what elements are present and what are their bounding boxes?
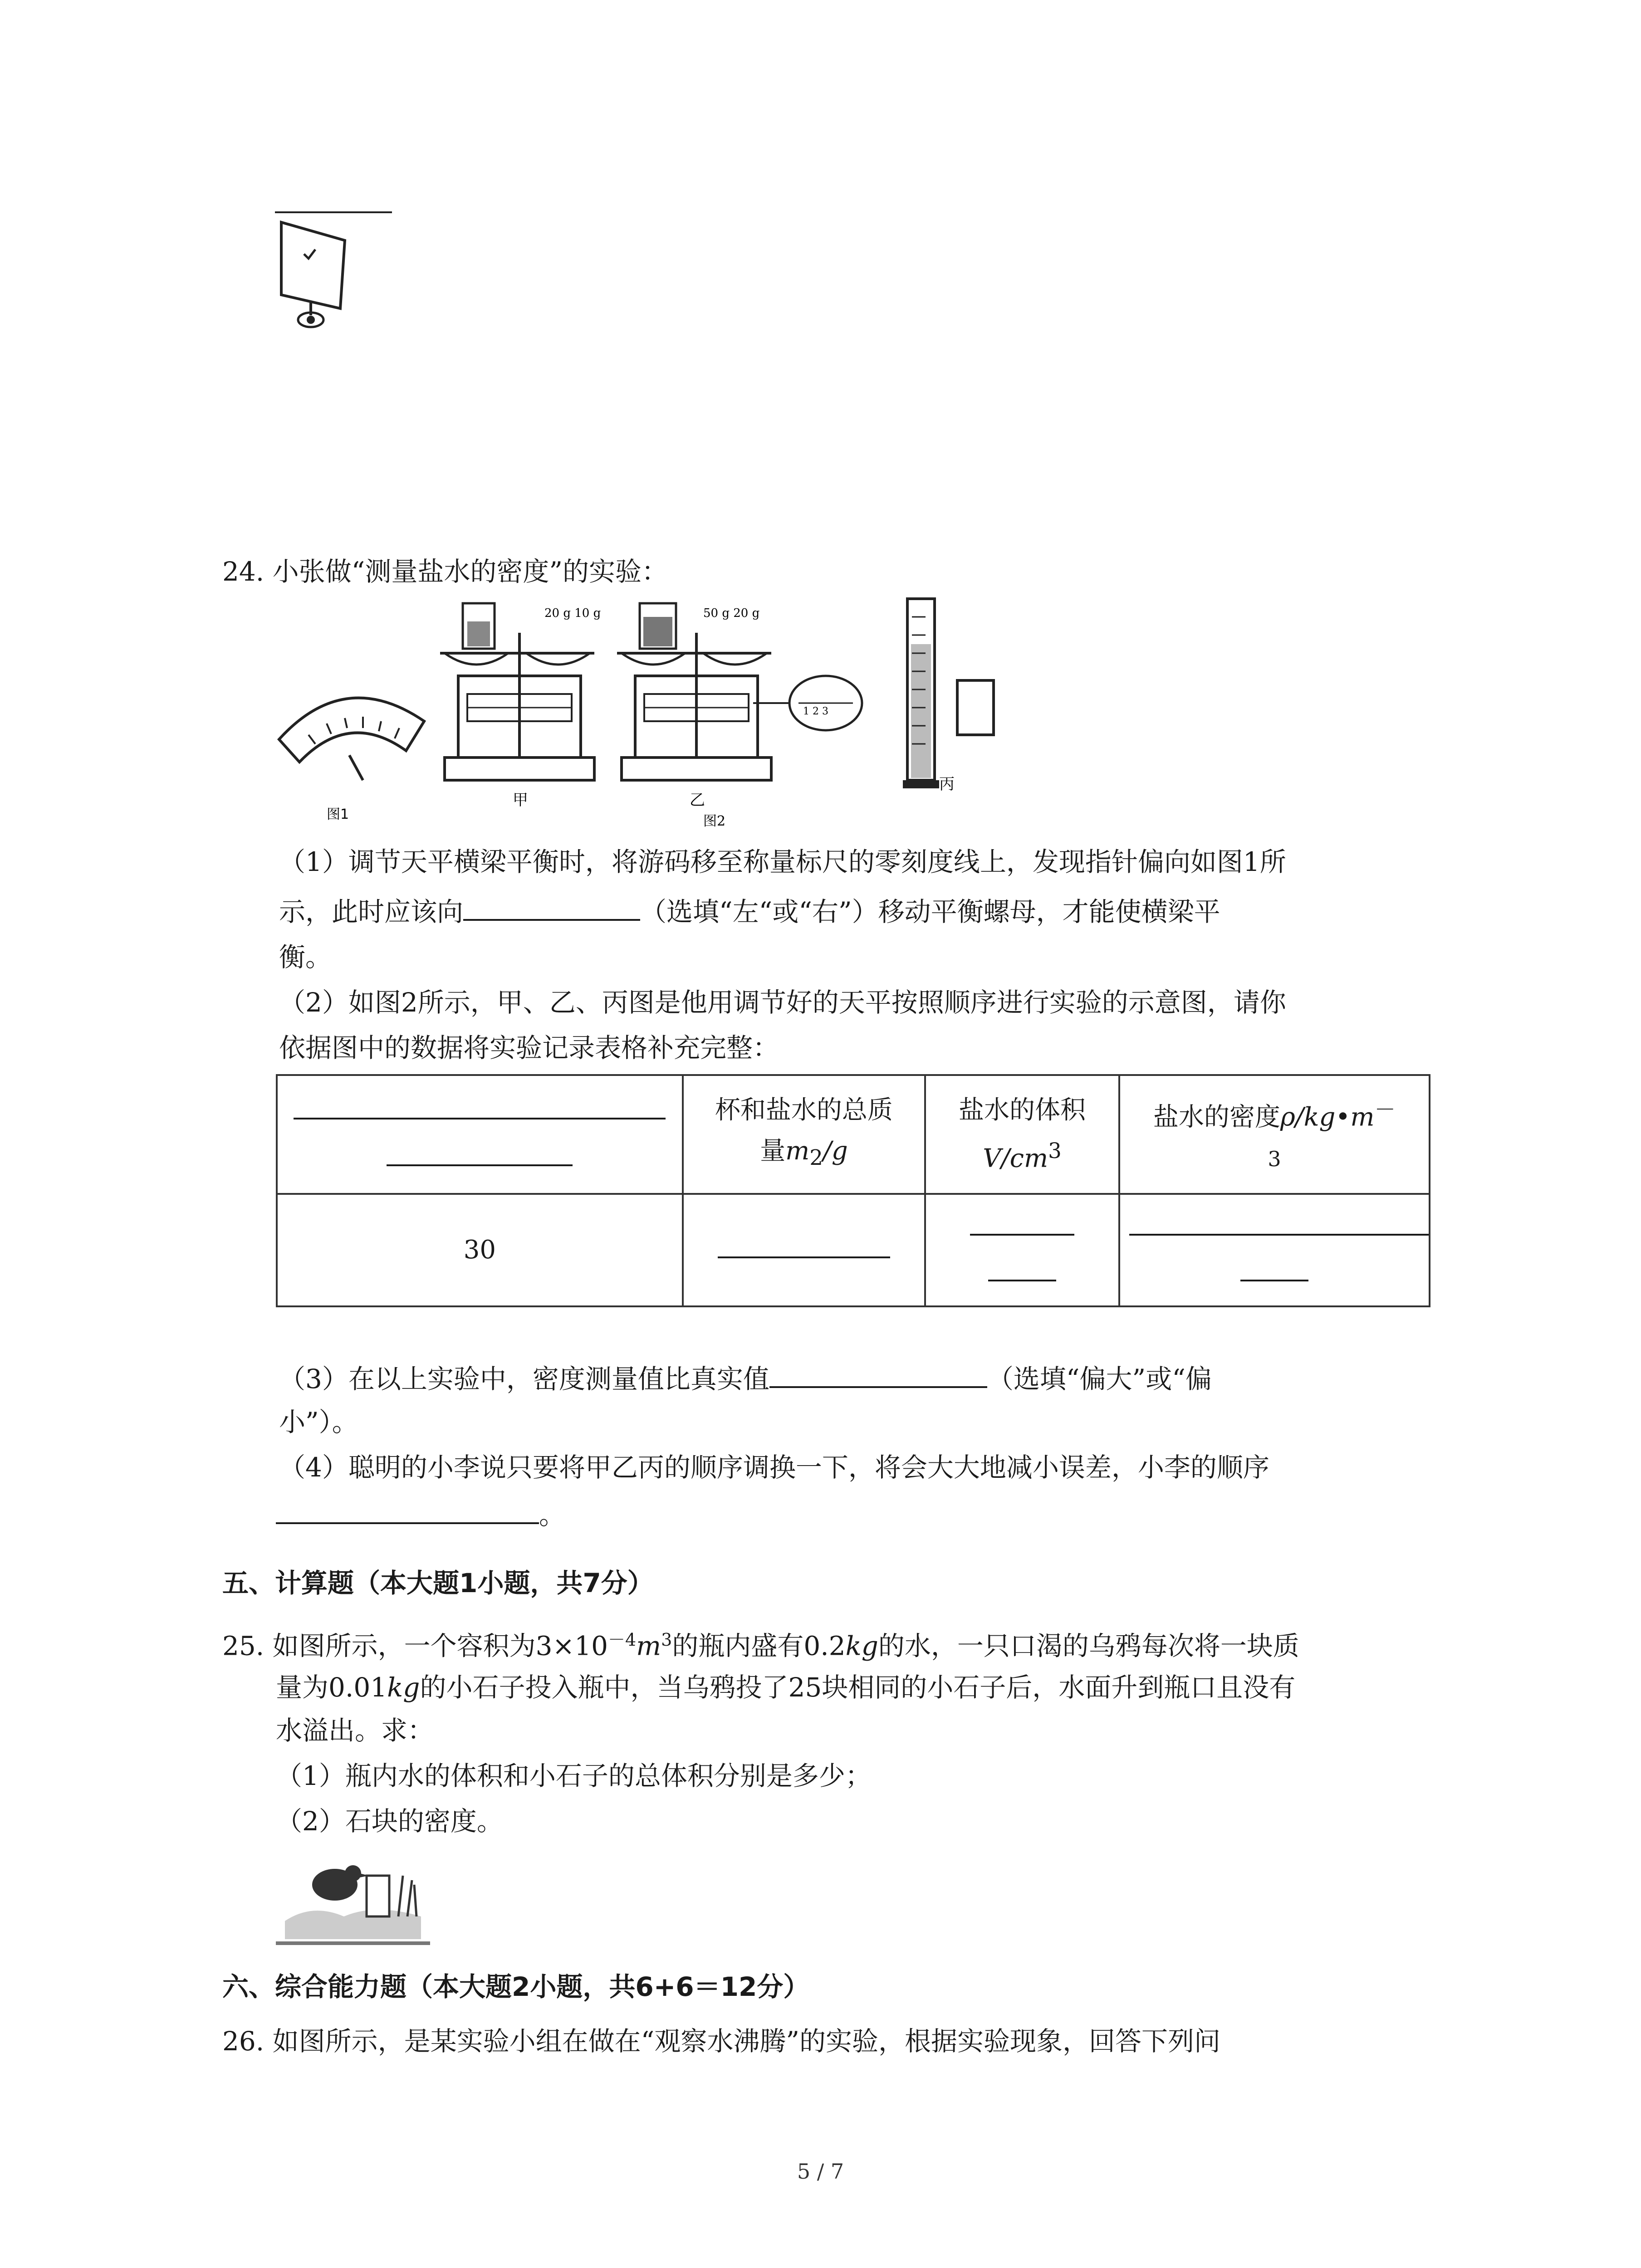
density-blank-1[interactable] [1129,1210,1429,1236]
q24-p1-line3: 衡。 [279,942,332,973]
cup-mass-value: 30 [277,1194,683,1306]
header-blank-cell [277,1075,683,1194]
answer-blank-1[interactable] [463,890,640,921]
q25-sub1: （1）瓶内水的体积和小石子的总体积分别是多少； [276,1760,872,1791]
cylinder-bing [903,599,994,793]
page-number: 5 / 7 [797,2159,844,2184]
section5-heading: 五、计算题（本大题1小题，共7分） [222,1568,654,1598]
fig2-label: 图2 [703,813,726,829]
q25-line3: 水溢出。求： [276,1715,434,1746]
balance-yi [617,603,862,829]
balance-jia [440,603,601,809]
header-total-mass: 杯和盐水的总质 量$m_2/g$ [683,1075,925,1194]
header-density: 盐水的密度ρ/kg•m－ 3 [1119,1075,1430,1194]
answer-blank-3[interactable] [769,1357,987,1388]
q24-p4-line2: 。 [276,1492,565,1538]
section6-heading: 六、综合能力题（本大题2小题，共6+6＝12分） [222,1971,810,2002]
q24-figures [272,590,1043,844]
volume-blank-1[interactable] [970,1210,1074,1236]
crow-figure [276,1848,430,1953]
density-answer [1119,1194,1430,1306]
answer-blank-4[interactable] [276,1493,539,1524]
q24-title: 24. 小张做“测量盐水的密度”的实验： [222,556,668,587]
jia-label: 甲 [513,791,528,809]
fig1-label: 图1 [327,807,349,822]
svg-text:20 g 10 g: 20 g 10 g [544,606,601,620]
q24-p4-line1: （4）聪明的小李说只要将甲乙丙的顺序调换一下，将会大大地减小误差，小李的顺序 [279,1452,1269,1483]
svg-text:1 2 3: 1 2 3 [803,706,828,717]
header-volume: 盐水的体积 $V/cm^3$ [925,1075,1119,1194]
total-mass-answer [683,1194,925,1306]
record-table [276,1074,1430,1307]
q24-p2-line1: （2）如图2所示，甲、乙、丙图是他用调节好的天平按照顺序进行实验的示意图，请你 [279,987,1286,1018]
header-blank-line1[interactable] [294,1094,666,1119]
q24-p3-line1: （3）在以上实验中，密度测量值比真实值 （选填“偏大”或“偏 [279,1356,1212,1402]
q24-p1-line1: （1）调节天平横梁平衡时，将游码移至称量标尺的零刻度线上，发现指针偏向如图1所 [279,846,1286,877]
q25-sub2: （2）石块的密度。 [276,1806,503,1837]
q24-p3-line2: 小”）。 [279,1407,358,1437]
volume-blank-2[interactable] [988,1256,1056,1281]
header-blank-line2[interactable] [387,1141,573,1166]
volume-answer [925,1194,1119,1306]
q25-line1: 25. 如图所示，一个容积为$3\times 10^{-4}m^3$的瓶内盛有0.2kg的水，一只口渴的乌鸦每次将一块质 [222,1630,1299,1662]
total-mass-blank[interactable] [718,1233,890,1258]
density-blank-2[interactable] [1240,1256,1308,1281]
yi-label: 乙 [690,791,705,809]
svg-text:50 g 20 g: 50 g 20 g [703,606,760,620]
q24-p2-line2: 依据图中的数据将实验记录表格补充完整： [279,1032,779,1063]
q25-line2: 量为0.01kg的小石子投入瓶中，当乌鸦投了25块相同的小石子后，水面升到瓶口且没有 [276,1672,1296,1703]
bing-label: 丙 [939,775,955,793]
sign-figure [272,218,354,336]
top-answer-line [275,211,392,213]
q24-p1-line2: 示，此时应该向 （选填“左“或“右”）移动平衡螺母，才能使横梁平 [279,889,1220,934]
dial-figure [279,698,424,822]
q26-line1: 26. 如图所示，是某实验小组在做在“观察水沸腾”的实验，根据实验现象，回答下列问 [222,2026,1220,2057]
